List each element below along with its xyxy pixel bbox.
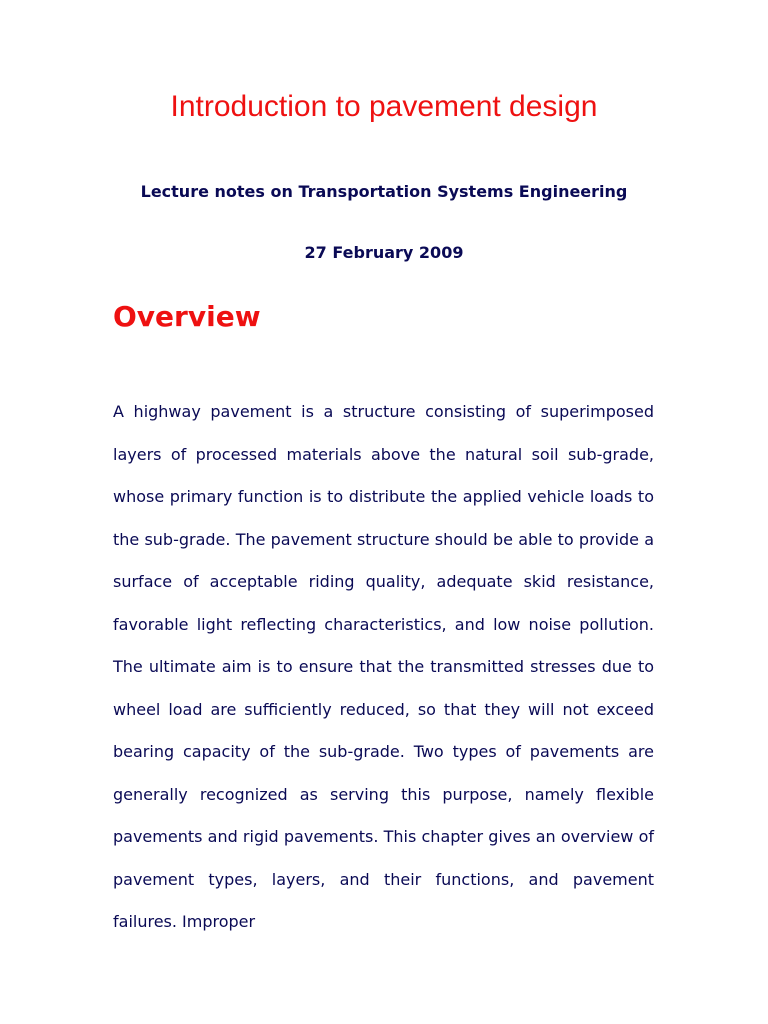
document-date: 27 February 2009 [304,243,464,262]
document-subtitle: Lecture notes on Transportation Systems Engineering [140,182,628,201]
document-title: Introduction to pavement design [170,90,598,123]
overview-paragraph: A highway pavement is a structure consisting of superimposed layers of processed materials above the natural soil sub-grade, whose primary function is to distribute the applied vehicle loads to the sub-grade. The pavement structure should be able to provide a surface of acceptable riding quality, adequate skid resistance, favorable light reflecting characteristics, and low noise pollution. The ultimate aim is to ensure that the transmitted stresses due to wheel load are sufficiently reduced, so that they will not exceed bearing capacity of the sub-grade. Two types of pavements are generally recognized as serving this purpose, namely flexible pavements and rigid pavements. This chapter gives an overview of pavement types, layers, and their functions, and pavement failures. Improper [113,402,654,931]
section-heading-overview: Overview [113,300,261,333]
